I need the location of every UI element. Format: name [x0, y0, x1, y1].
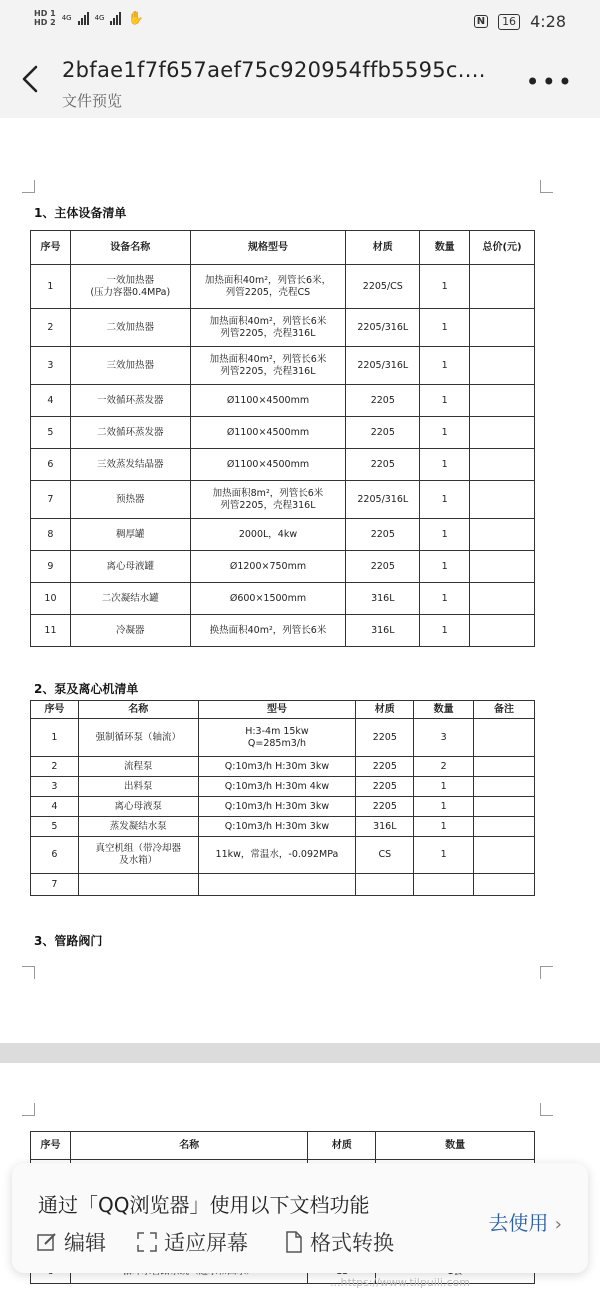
feature-label: 格式转换 — [310, 1231, 394, 1255]
table-row — [31, 817, 535, 837]
hd1-label: HD 1 — [34, 9, 56, 18]
signal-icon-2 — [110, 11, 121, 25]
table-cell: 11 — [31, 615, 71, 647]
table-cell: 1 — [31, 265, 71, 309]
table-row — [31, 481, 535, 519]
table-header-cell: 备注 — [474, 701, 535, 719]
table-cell — [470, 449, 535, 481]
table-cell: 强制循环泵（轴流） — [78, 719, 198, 757]
table-row — [31, 874, 535, 896]
table-row — [31, 615, 535, 647]
qq-browser-banner[interactable] — [12, 1163, 588, 1273]
table-cell: Ø1200×750mm — [190, 551, 346, 583]
table-cell: 3 — [414, 719, 474, 757]
file-title: 2bfae1f7f657aef75c920954ffb5595c.... — [62, 58, 486, 82]
page-separator — [0, 1043, 600, 1063]
page-corner-mark — [22, 966, 35, 979]
page-corner-mark — [540, 180, 553, 193]
table-cell: 2205/316L — [346, 481, 420, 519]
table-cell: 2205 — [356, 777, 414, 797]
table-cell: 真空机组（带冷却器 及水箱） — [78, 837, 198, 874]
table-cell: 1 — [420, 449, 470, 481]
table-cell: 2205 — [346, 385, 420, 417]
table-header-cell: 总价(元) — [470, 231, 535, 265]
table-cell: 一效循环蒸发器 — [70, 385, 190, 417]
file-preview-label: 文件预览 — [62, 92, 123, 110]
table-cell — [78, 874, 198, 896]
table-header-cell: 型号 — [198, 701, 356, 719]
document-icon — [284, 1231, 304, 1253]
table-cell: 加热面积40m²，列管长6米， 列管2205，壳程CS — [190, 265, 346, 309]
table-cell: 5 — [31, 817, 79, 837]
use-now-button[interactable] — [488, 1207, 562, 1236]
fit-screen-icon — [136, 1231, 158, 1253]
table-cell — [474, 757, 535, 777]
table-cell — [470, 347, 535, 385]
table-cell — [414, 874, 474, 896]
table-cell: Q:10m3/h H:30m 3kw — [198, 757, 356, 777]
table-cell — [470, 309, 535, 347]
table-cell — [470, 551, 535, 583]
table-cell: 三效加热器 — [70, 347, 190, 385]
document-page-1[interactable] — [0, 118, 600, 1043]
table-row — [31, 385, 535, 417]
table-cell: 蒸发凝结水泵 — [78, 817, 198, 837]
table-cell: 7 — [31, 481, 71, 519]
table-cell: 316L — [346, 615, 420, 647]
app-header — [0, 44, 600, 118]
table-cell: 11kw，常温水，-0.092MPa — [198, 837, 356, 874]
table-cell — [474, 797, 535, 817]
table-header-cell: 序号 — [31, 231, 71, 265]
table-cell — [470, 481, 535, 519]
pump-table — [30, 700, 535, 896]
table-cell: 10 — [31, 583, 71, 615]
table-cell: 二效加热器 — [70, 309, 190, 347]
table-cell: 8 — [31, 519, 71, 551]
watermark: ...https://www.tilpuili.com — [330, 1276, 470, 1289]
table-cell: 7 — [31, 874, 79, 896]
table-cell — [470, 417, 535, 449]
table-cell — [470, 615, 535, 647]
page-corner-mark — [22, 180, 35, 193]
table-cell: 1 — [420, 583, 470, 615]
table-header-cell: 材质 — [356, 701, 414, 719]
table-cell: 2205 — [356, 757, 414, 777]
table-cell: 二次凝结水罐 — [70, 583, 190, 615]
more-options-icon[interactable]: ••• — [525, 68, 574, 96]
table-cell: 2205 — [356, 719, 414, 757]
table-cell: 316L — [356, 817, 414, 837]
table-cell: 2205 — [346, 449, 420, 481]
table-row — [31, 583, 535, 615]
table-cell: 1 — [420, 615, 470, 647]
feature-label: 适应屏幕 — [164, 1231, 248, 1255]
table-cell: 1 — [414, 837, 474, 874]
table-row — [31, 309, 535, 347]
chevron-right-icon: › — [554, 1214, 562, 1235]
page-corner-mark — [540, 1103, 553, 1116]
nfc-icon: N — [474, 15, 488, 28]
table-row — [31, 837, 535, 874]
back-arrow-icon[interactable] — [18, 62, 44, 96]
table-cell: Ø600×1500mm — [190, 583, 346, 615]
table-cell — [470, 265, 535, 309]
feature-format-convert[interactable] — [284, 1227, 394, 1257]
table-cell: Ø1100×4500mm — [190, 417, 346, 449]
table-cell — [474, 874, 535, 896]
table-row — [31, 417, 535, 449]
table-row — [31, 757, 535, 777]
table-cell: 加热面积40m²，列管长6米 列管2205，壳程316L — [190, 347, 346, 385]
signal-icon — [78, 11, 89, 25]
table-cell: 2000L，4kw — [190, 519, 346, 551]
feature-edit[interactable] — [36, 1227, 106, 1257]
table-cell: 1 — [420, 417, 470, 449]
table-cell: 3 — [31, 347, 71, 385]
table-cell: 6 — [31, 837, 79, 874]
table-cell — [474, 777, 535, 797]
table-cell: 流程泵 — [78, 757, 198, 777]
table-cell: H:3-4m 15kw Q=285m3/h — [198, 719, 356, 757]
table-cell: 预热器 — [70, 481, 190, 519]
network1-label: 4G — [61, 14, 72, 22]
edit-icon — [36, 1231, 58, 1253]
table-cell: 6 — [31, 449, 71, 481]
hand-icon: ✋ — [127, 10, 144, 26]
table-cell: 离心母液泵 — [78, 797, 198, 817]
dual-sim-indicator — [34, 9, 56, 27]
table-cell — [474, 817, 535, 837]
table-cell — [470, 519, 535, 551]
table-cell: 9 — [31, 551, 71, 583]
network2-label: 4G — [94, 14, 105, 22]
table-cell — [470, 583, 535, 615]
table-cell: 离心母液罐 — [70, 551, 190, 583]
table-cell: 1 — [414, 777, 474, 797]
battery-icon: 16 — [498, 14, 520, 30]
table-row — [31, 347, 535, 385]
table-header-cell: 数量 — [376, 1132, 535, 1160]
feature-fit-screen[interactable] — [136, 1227, 248, 1257]
table-cell: 2 — [31, 757, 79, 777]
table-cell: 1 — [414, 797, 474, 817]
table-cell: 2205/316L — [346, 309, 420, 347]
table-header-cell: 数量 — [420, 231, 470, 265]
status-bar — [0, 0, 600, 44]
clock: 4:28 — [530, 12, 566, 31]
page-corner-mark — [22, 1103, 35, 1116]
table-cell: 1 — [420, 347, 470, 385]
table-cell: Ø1100×4500mm — [190, 385, 346, 417]
table-cell: 出料泵 — [78, 777, 198, 797]
table-cell: 2205 — [356, 797, 414, 817]
table-cell: 加热面积8m²，列管长6米 列管2205，壳程316L — [190, 481, 346, 519]
table-row — [31, 777, 535, 797]
table-header-cell: 序号 — [31, 701, 79, 719]
table-cell: 换热面积40m²，列管长6米 — [190, 615, 346, 647]
table-cell: 2205 — [346, 519, 420, 551]
table-cell: 5 — [31, 417, 71, 449]
section-1-title: 1、主体设备清单 — [34, 206, 127, 220]
table-cell: 2205 — [346, 551, 420, 583]
table-cell: 2205/316L — [346, 347, 420, 385]
table-cell: Q:10m3/h H:30m 4kw — [198, 777, 356, 797]
section-2-title: 2、泵及离心机清单 — [34, 682, 139, 696]
table-cell: 一效加热器 (压力容器0.4MPa) — [70, 265, 190, 309]
table-cell — [198, 874, 356, 896]
table-cell: 3 — [31, 777, 79, 797]
feature-label: 编辑 — [64, 1231, 106, 1255]
table-cell: Ø1100×4500mm — [190, 449, 346, 481]
table-cell — [474, 837, 535, 874]
table-cell: 316L — [346, 583, 420, 615]
table-cell: 1 — [420, 385, 470, 417]
page-corner-mark — [540, 966, 553, 979]
table-row — [31, 797, 535, 817]
table-cell — [356, 874, 414, 896]
table-header-cell: 材质 — [346, 231, 420, 265]
table-cell: 2 — [31, 309, 71, 347]
table-header-cell: 数量 — [414, 701, 474, 719]
table-cell: 加热面积40m²，列管长6米 列管2205，壳程316L — [190, 309, 346, 347]
table-cell: CS — [356, 837, 414, 874]
table-cell: 二效循环蒸发器 — [70, 417, 190, 449]
table-cell: 稠厚罐 — [70, 519, 190, 551]
section-3-title: 3、管路阀门 — [34, 934, 103, 948]
table-cell: 冷凝器 — [70, 615, 190, 647]
table-row — [31, 449, 535, 481]
table-header-cell: 规格型号 — [190, 231, 346, 265]
table-cell: Q:10m3/h H:30m 3kw — [198, 797, 356, 817]
table-cell: 2205/CS — [346, 265, 420, 309]
table-header-cell: 名称 — [70, 1132, 308, 1160]
table-cell: 4 — [31, 797, 79, 817]
table-header-cell: 材质 — [308, 1132, 376, 1160]
table-cell: 1 — [420, 519, 470, 551]
table-cell: 1 — [420, 265, 470, 309]
table-cell — [470, 385, 535, 417]
table-row — [31, 551, 535, 583]
use-now-label: 去使用 — [488, 1211, 549, 1235]
table-cell: 4 — [31, 385, 71, 417]
table-cell: Q:10m3/h H:30m 3kw — [198, 817, 356, 837]
table-header-cell: 名称 — [78, 701, 198, 719]
table-cell: 1 — [31, 719, 79, 757]
table-row — [31, 265, 535, 309]
table-cell: 2 — [414, 757, 474, 777]
table-header-cell: 设备名称 — [70, 231, 190, 265]
table-cell: 1 — [420, 481, 470, 519]
equipment-table — [30, 230, 535, 647]
table-cell: 2205 — [346, 417, 420, 449]
table-row — [31, 519, 535, 551]
hd2-label: HD 2 — [34, 18, 56, 27]
table-header-cell: 序号 — [31, 1132, 71, 1160]
table-row — [31, 719, 535, 757]
table-cell: 1 — [420, 551, 470, 583]
table-cell: 1 — [414, 817, 474, 837]
table-cell: 1 — [420, 309, 470, 347]
banner-title: 通过「QQ浏览器」使用以下文档功能 — [38, 1193, 370, 1217]
table-cell — [474, 719, 535, 757]
table-cell: 三效蒸发结晶器 — [70, 449, 190, 481]
